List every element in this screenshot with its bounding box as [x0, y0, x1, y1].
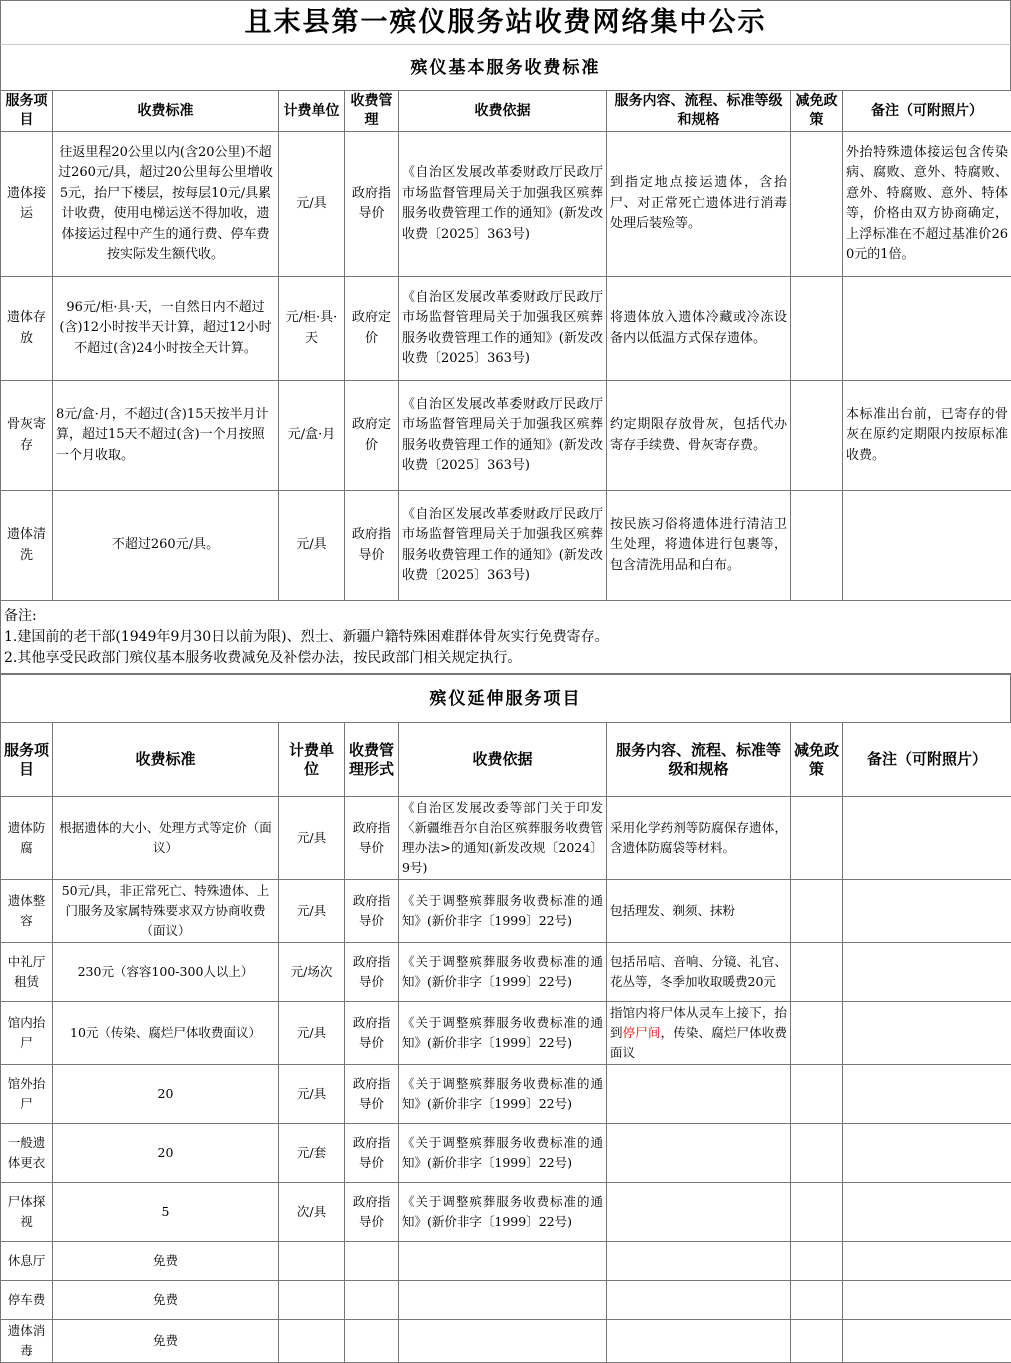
unit-cell: 元/具: [279, 797, 345, 880]
unit-cell: [279, 1320, 345, 1363]
unit-cell: 元/具: [279, 491, 345, 601]
header-remark: 备注（可附照片）: [843, 91, 1011, 132]
remark-cell: 本标准出台前，已寄存的骨灰在原约定期限内按原标准收费。: [843, 381, 1011, 491]
basis-cell: [399, 1242, 607, 1281]
relief-cell: [791, 880, 843, 943]
unit-cell: 元/场次: [279, 943, 345, 1002]
remark-cell: [843, 880, 1011, 943]
header-relief: 减免政策: [791, 91, 843, 132]
standard-cell: 20: [53, 1124, 279, 1183]
standard-cell: 96元/柜·具·天，一自然日内不超过(含)12小时按半天计算，超过12小时不超过(含)24小时按全天计算。: [53, 277, 279, 381]
unit-cell: 元/具: [279, 1002, 345, 1065]
basis-cell: [399, 1320, 607, 1363]
relief-cell: [791, 491, 843, 601]
relief-cell: [791, 277, 843, 381]
basis-cell: 《关于调整殡葬服务收费标准的通知》(新价非字〔1999〕22号): [399, 880, 607, 943]
standard-cell: 50元/具，非正常死亡、特殊遗体、上门服务及家属特殊要求双方协商收费（面议）: [53, 880, 279, 943]
relief-cell: [791, 132, 843, 277]
mgmt-cell: [345, 1281, 399, 1320]
notes-row: [1, 601, 1011, 674]
content-text: 包括理发、剃须、抹粉: [610, 903, 736, 918]
mgmt-cell: 政府指导价: [345, 797, 399, 880]
header-mgmt: 收费管理形式: [345, 723, 399, 797]
content-cell: 约定期限存放骨灰，包括代办寄存手续费、骨灰寄存费。: [607, 381, 791, 491]
extended-section-title: 殡仪延伸服务项目: [0, 674, 1011, 722]
item-cell: 遗体防腐: [1, 797, 53, 880]
basis-cell: 《自治区发展改革委财政厅民政厅市场监督管理局关于加强我区殡葬服务收费管理工作的通知》(新发改收费〔2025〕363号): [399, 491, 607, 601]
content-cell: [607, 797, 791, 880]
remark-cell: [843, 1183, 1011, 1242]
item-cell: 遗体接运: [1, 132, 53, 277]
table-row: [1, 1002, 1011, 1065]
basis-cell: 《自治区发展改革委财政厅民政厅市场监督管理局关于加强我区殡葬服务收费管理工作的通知》(新发改收费〔2025〕363号): [399, 132, 607, 277]
content-cell: [607, 1002, 791, 1065]
extended-header-row: [1, 723, 1011, 797]
extended-fee-table: [0, 722, 1011, 1363]
table-row: [1, 797, 1011, 880]
basis-cell: 《关于调整殡葬服务收费标准的通知》(新价非字〔1999〕22号): [399, 1065, 607, 1124]
header-basis: 收费依据: [399, 91, 607, 132]
unit-cell: 元/套: [279, 1124, 345, 1183]
table-row: [1, 381, 1011, 491]
mgmt-cell: 政府指导价: [345, 1002, 399, 1065]
header-relief: 减免政策: [791, 723, 843, 797]
item-cell: 停车费: [1, 1281, 53, 1320]
mgmt-cell: 政府指导价: [345, 1183, 399, 1242]
mgmt-cell: 政府指导价: [345, 491, 399, 601]
mgmt-cell: 政府指导价: [345, 880, 399, 943]
unit-cell: 元/具: [279, 132, 345, 277]
mgmt-cell: [345, 1320, 399, 1363]
item-cell: 一般遗体更衣: [1, 1124, 53, 1183]
table-row: [1, 943, 1011, 1002]
content-cell: [607, 943, 791, 1002]
notes-heading: 备注:: [4, 607, 37, 624]
basic-fee-table: [0, 90, 1011, 674]
notes-cell: [1, 601, 1011, 674]
table-row: [1, 1065, 1011, 1124]
content-cell: 按民族习俗将遗体进行清洁卫生处理，将遗体进行包裹等，包含清洗用品和白布。: [607, 491, 791, 601]
unit-cell: [279, 1242, 345, 1281]
header-content: 服务内容、流程、标准等级和规格: [607, 91, 791, 132]
standard-cell: 免费: [53, 1320, 279, 1363]
basis-cell: 《关于调整殡葬服务收费标准的通知》(新价非字〔1999〕22号): [399, 943, 607, 1002]
mgmt-cell: 政府定价: [345, 277, 399, 381]
content-text: 包括吊唁、音响、分镜、礼官、花丛等，冬季加收取暖费20元: [610, 954, 787, 989]
relief-cell: [791, 1183, 843, 1242]
table-row: [1, 277, 1011, 381]
remark-cell: [843, 1320, 1011, 1363]
basis-cell: [399, 1281, 607, 1320]
relief-cell: [791, 1002, 843, 1065]
unit-cell: 次/具: [279, 1183, 345, 1242]
header-standard: 收费标准: [53, 91, 279, 132]
unit-cell: [279, 1281, 345, 1320]
page-title: 且末县第一殡仪服务站收费网络集中公示: [0, 0, 1011, 44]
mgmt-cell: 政府指导价: [345, 1065, 399, 1124]
item-cell: 遗体清洗: [1, 491, 53, 601]
item-cell: 中礼厅租赁: [1, 943, 53, 1002]
mgmt-cell: 政府指导价: [345, 132, 399, 277]
content-text-after: ，传染、腐烂尸体收费面议: [610, 1025, 787, 1060]
standard-cell: 根据遗体的大小、处理方式等定价（面议）: [53, 797, 279, 880]
header-content: 服务内容、流程、标准等级和规格: [607, 723, 791, 797]
basis-cell: 《关于调整殡葬服务收费标准的通知》(新价非字〔1999〕22号): [399, 1002, 607, 1065]
content-cell: [607, 1281, 791, 1320]
item-cell: 遗体存放: [1, 277, 53, 381]
item-cell: 遗体整容: [1, 880, 53, 943]
standard-cell: 8元/盒·月，不超过(含)15天按半月计算，超过15天不超过(含)一个月按照一个月收取。: [53, 381, 279, 491]
mgmt-cell: 政府指导价: [345, 943, 399, 1002]
relief-cell: [791, 1242, 843, 1281]
standard-cell: 230元（容容100-300人以上）: [53, 943, 279, 1002]
content-cell: [607, 1065, 791, 1124]
item-cell: 休息厅: [1, 1242, 53, 1281]
basis-cell: 《自治区发展改革委财政厅民政厅市场监督管理局关于加强我区殡葬服务收费管理工作的通知》(新发改收费〔2025〕363号): [399, 277, 607, 381]
relief-cell: [791, 381, 843, 491]
table-row: [1, 1183, 1011, 1242]
content-highlight: 停尸间: [622, 1025, 661, 1040]
standard-cell: 免费: [53, 1242, 279, 1281]
header-unit: 计费单位: [279, 91, 345, 132]
relief-cell: [791, 1320, 843, 1363]
remark-cell: [843, 1242, 1011, 1281]
header-item: 服务项目: [1, 723, 53, 797]
header-item: 服务项目: [1, 91, 53, 132]
remark-cell: [843, 491, 1011, 601]
item-cell: 骨灰寄存: [1, 381, 53, 491]
remark-cell: [843, 797, 1011, 880]
mgmt-cell: [345, 1242, 399, 1281]
relief-cell: [791, 1065, 843, 1124]
item-cell: 馆外抬尸: [1, 1065, 53, 1124]
content-text: 指馆内将尸体从灵车上接下，抬到: [610, 1005, 787, 1040]
unit-cell: 元/柜·具·天: [279, 277, 345, 381]
relief-cell: [791, 943, 843, 1002]
item-cell: 馆内抬尸: [1, 1002, 53, 1065]
table-row: [1, 1281, 1011, 1320]
content-cell: [607, 1242, 791, 1281]
header-mgmt: 收费管理: [345, 91, 399, 132]
remark-cell: [843, 1281, 1011, 1320]
basic-section-title: 殡仪基本服务收费标准: [0, 44, 1011, 90]
table-row: [1, 1242, 1011, 1281]
header-basis: 收费依据: [399, 723, 607, 797]
basis-cell: 《关于调整殡葬服务收费标准的通知》(新价非字〔1999〕22号): [399, 1124, 607, 1183]
standard-cell: 往返里程20公里以内(含20公里)不超过260元/具，超过20公里每公里增收5元，抬尸下楼层，按每层10元/具累计收费，使用电梯运送不得加收，遗体接运过程中产生的通行费、停车费按实际发生额代收。: [53, 132, 279, 277]
table-row: [1, 491, 1011, 601]
standard-cell: 20: [53, 1065, 279, 1124]
unit-cell: 元/盒·月: [279, 381, 345, 491]
basic-header-row: [1, 91, 1011, 132]
item-cell: 尸体探视: [1, 1183, 53, 1242]
header-standard: 收费标准: [53, 723, 279, 797]
mgmt-cell: 政府定价: [345, 381, 399, 491]
standard-cell: 不超过260元/具。: [53, 491, 279, 601]
table-row: [1, 1320, 1011, 1363]
header-unit: 计费单位: [279, 723, 345, 797]
header-remark: 备注（可附照片）: [843, 723, 1011, 797]
content-cell: 到指定地点接运遗体，含抬尸、对正常死亡遗体进行消毒处理后装殓等。: [607, 132, 791, 277]
standard-cell: 免费: [53, 1281, 279, 1320]
table-row: [1, 880, 1011, 943]
unit-cell: 元/具: [279, 880, 345, 943]
notes-line: 1.建国前的老干部(1949年9月30日以前为限)、烈士、新疆户籍特殊困难群体骨灰实行免费寄存。: [4, 628, 609, 645]
relief-cell: [791, 1124, 843, 1183]
remark-cell: [843, 943, 1011, 1002]
relief-cell: [791, 797, 843, 880]
remark-cell: 外抬特殊遗体接运包含传染病、腐败、意外、特腐败、意外、特腐败、意外、特体等，价格由双方协商确定，上浮标准在不超过基准价260元的1倍。: [843, 132, 1011, 277]
remark-cell: [843, 1124, 1011, 1183]
mgmt-cell: 政府指导价: [345, 1124, 399, 1183]
basis-cell: 《关于调整殡葬服务收费标准的通知》(新价非字〔1999〕22号): [399, 1183, 607, 1242]
remark-cell: [843, 1065, 1011, 1124]
standard-cell: 5: [53, 1183, 279, 1242]
table-row: [1, 1124, 1011, 1183]
notes-line: 2.其他享受民政部门殡仪基本服务收费减免及补偿办法，按民政部门相关规定执行。: [4, 649, 522, 666]
remark-cell: [843, 1002, 1011, 1065]
remark-cell: [843, 277, 1011, 381]
item-cell: 遗体消毒: [1, 1320, 53, 1363]
content-cell: [607, 880, 791, 943]
table-row: [1, 132, 1011, 277]
standard-cell: 10元（传染、腐烂尸体收费面议）: [53, 1002, 279, 1065]
content-text: 采用化学药剂等防腐保存遗体，含遗体防腐袋等材料。: [610, 820, 787, 855]
basis-cell: 《自治区发展改委等部门关于印发〈新疆维吾尔自治区殡葬服务收费管理办法>的通知(新发改规〔2024〕9号): [399, 797, 607, 880]
content-cell: [607, 1124, 791, 1183]
content-cell: [607, 1320, 791, 1363]
content-cell: [607, 1183, 791, 1242]
content-cell: 将遗体放入遗体冷藏或冷冻设备内以低温方式保存遗体。: [607, 277, 791, 381]
unit-cell: 元/具: [279, 1065, 345, 1124]
relief-cell: [791, 1281, 843, 1320]
basis-cell: 《自治区发展改革委财政厅民政厅市场监督管理局关于加强我区殡葬服务收费管理工作的通知》(新发改收费〔2025〕363号): [399, 381, 607, 491]
